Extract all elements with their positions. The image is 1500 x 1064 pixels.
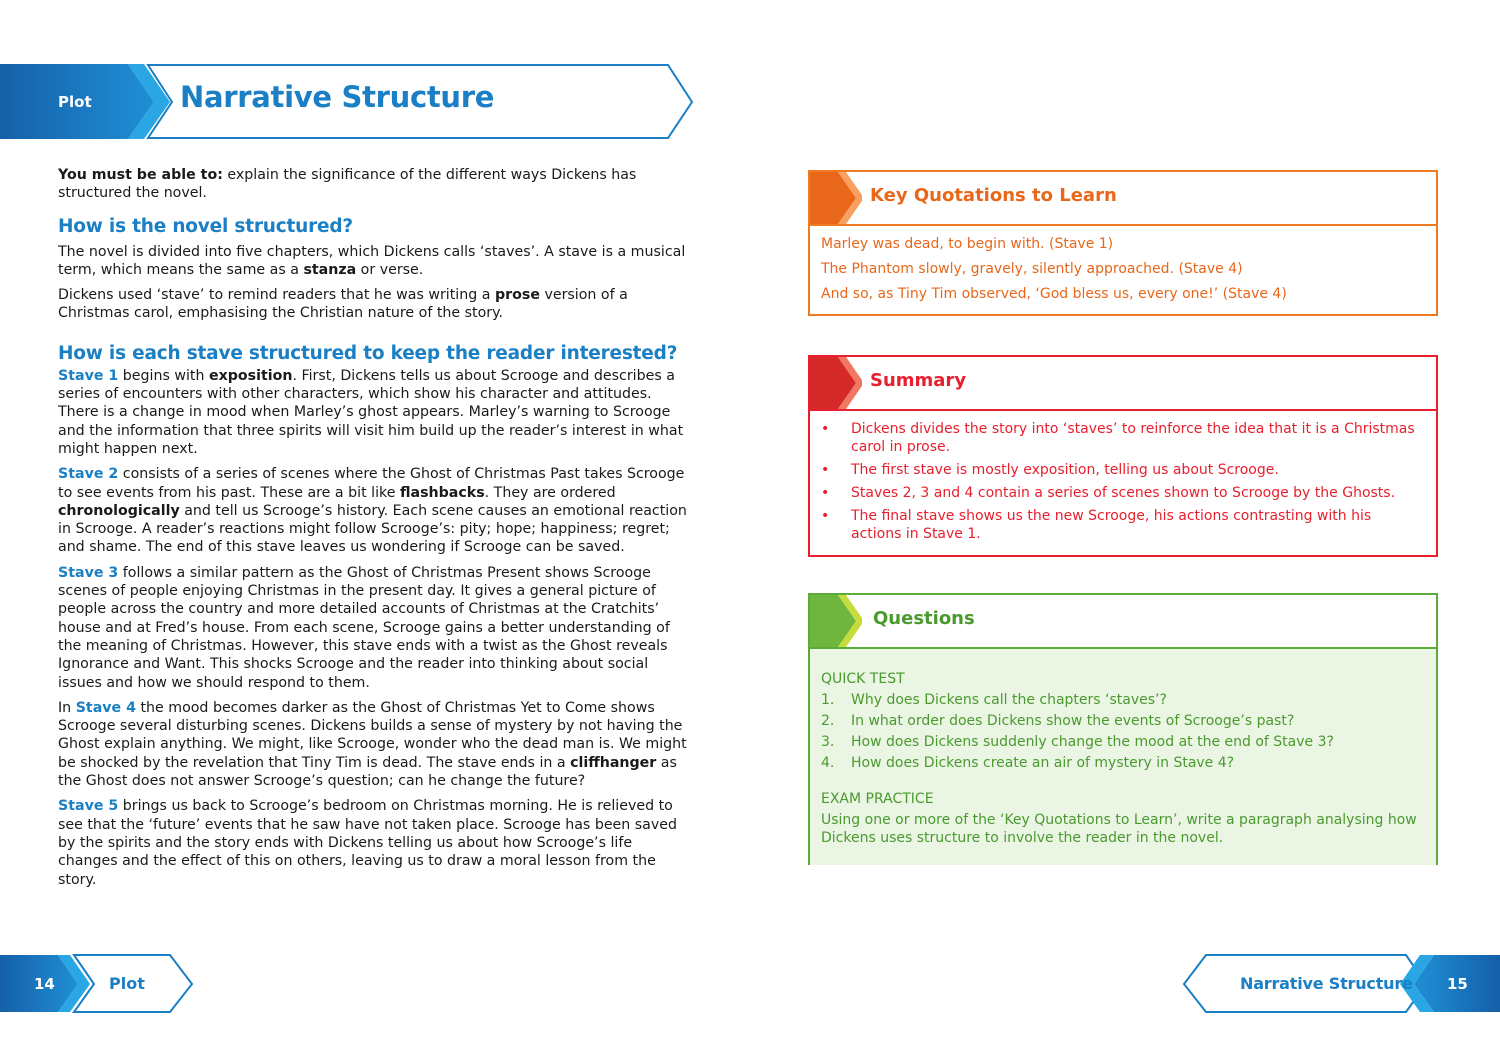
summary-body <box>810 411 1436 556</box>
bold-term: cliffhanger <box>570 754 657 771</box>
text-run: begins with <box>118 367 209 384</box>
paragraph-stave-5 <box>58 797 696 888</box>
section-heading-stave-structure: How is each stave structured to keep the reader interested? <box>58 342 678 364</box>
text-run: The novel is divided into five chapters, which Dickens calls ‘staves’. A stave is a musical term, which means the same as a <box>58 243 686 278</box>
spacer <box>821 775 1425 790</box>
stave-4-ref: Stave 4 <box>75 699 136 716</box>
question-text: Why does Dickens call the chapters ‘staves’? <box>851 692 1167 708</box>
paragraph-stave-2 <box>58 465 696 556</box>
questions-title: Questions <box>873 608 975 629</box>
text-run: and tell us Scrooge’s history. Each scene causes an emotional reaction in Scrooge. A reader’s reactions might follow Scrooge’s: pity; hope; happiness; regret; and shame. The end of this stave leaves us wondering if Scrooge can be saved. <box>58 502 687 556</box>
quick-test-label: QUICK TEST <box>821 671 905 687</box>
text-run: the mood becomes darker as the Ghost of Christmas Yet to Come shows Scrooge several disturbing scenes. Dickens builds a sense of mystery by not having the Ghost explain anything. We might, like Scrooge, wonder who the dead man is. We might be shocked by the revelation that Tiny Tim is dead. The stave ends in a <box>58 699 687 771</box>
questions-header <box>810 595 1436 649</box>
question-text: In what order does Dickens show the events of Scrooge’s past? <box>851 713 1295 729</box>
summary-header <box>810 357 1436 411</box>
stave-2-ref: Stave 2 <box>58 466 119 483</box>
quotation-item: And so, as Tiny Tim observed, ‘God bless us, every one!’ (Stave 4) <box>821 286 1287 302</box>
exam-practice-label: EXAM PRACTICE <box>821 791 934 807</box>
paragraph-stave-3 <box>58 564 696 692</box>
bold-term: flashbacks <box>399 484 485 501</box>
text-run: version of a Christmas carol, emphasising the Christian nature of the story. <box>58 287 628 322</box>
key-quotations-title: Key Quotations to Learn <box>870 185 1117 206</box>
header-section-label: Plot <box>58 93 92 111</box>
intro-paragraph <box>58 166 696 203</box>
bold-term: stanza <box>303 261 357 278</box>
stave-3-ref: Stave 3 <box>58 564 119 581</box>
footer-left-label: Plot <box>109 974 145 993</box>
paragraph-stave-1 <box>58 367 696 458</box>
question-number: 2. <box>821 713 835 729</box>
text-run: . First, Dickens tells us about Scrooge and describes a series of encounters with other characters, which show his character and attitudes. There is a change in mood when Marley’s ghost appears. Marley’s warning to Scrooge and the information that three spirits will visit him build up the reader’s interest in what might happen next. <box>58 367 684 457</box>
bold-term: chronologically <box>58 502 180 519</box>
question-text: How does Dickens suddenly change the mood at the end of Stave 3? <box>851 734 1334 750</box>
text-run: . They are ordered <box>484 484 616 501</box>
paragraph-staves <box>58 243 696 280</box>
text-run: consists of a series of scenes where the Ghost of Christmas Past takes Scrooge to see events from his past. These are a bit like <box>58 466 685 501</box>
intro-text: explain the significance of the different ways Dickens has structured the novel. <box>58 167 637 202</box>
summary-item: • The final stave shows us the new Scrooge, his actions contrasting with his actions in Stave 1. <box>821 507 1425 543</box>
question-number: 4. <box>821 755 835 771</box>
chevron-tab-icon <box>810 357 862 409</box>
main-text-column <box>58 166 696 896</box>
exam-practice-text: Using one or more of the ‘Key Quotations to Learn’, write a paragraph analysing how Dickens uses structure to involve the reader in the novel. <box>821 812 1417 846</box>
page-number-right: 15 <box>1447 975 1468 993</box>
stave-5-ref: Stave 5 <box>58 798 119 815</box>
text-run: or verse. <box>356 261 424 278</box>
summary-item: • The first stave is mostly exposition, telling us about Scrooge. <box>821 461 1425 479</box>
summary-item: • Dickens divides the story into ‘staves’ to reinforce the idea that it is a Christmas carol in prose. <box>821 420 1425 456</box>
chevron-tab-icon <box>810 172 862 224</box>
text-run: follows a similar pattern as the Ghost of Christmas Present shows Scrooge scenes of people enjoying Christmas in the present day. It gives a general picture of people across the country and more detailed accounts of Christmas at the Cratchits’ house and at Fred’s house. From each scene, Scrooge gains a better understanding of the meaning of Christmas. However, this stave ends with a twist as the Ghost reveals Ignorance and Want. This shocks Scrooge and the reader into thinking about social issues and how we should respond to them. <box>58 564 670 691</box>
quotation-item: Marley was dead, to begin with. (Stave 1) <box>821 236 1114 252</box>
page-title: Narrative Structure <box>180 80 495 114</box>
intro-lead: You must be able to: <box>58 167 223 183</box>
questions-body <box>810 649 1436 865</box>
summary-list <box>821 420 1425 543</box>
questions-box <box>808 593 1438 865</box>
key-quotations-header <box>810 172 1436 226</box>
footer-right-label: Narrative Structure <box>1240 974 1413 993</box>
paragraph-prose <box>58 286 696 323</box>
section-heading-structure: How is the novel structured? <box>58 215 353 237</box>
quick-test-question <box>821 754 1425 772</box>
paragraph-stave-4 <box>58 699 696 790</box>
text-run: Dickens used ‘stave’ to remind readers that he was writing a <box>58 287 495 304</box>
chevron-tab-icon <box>810 595 862 647</box>
bold-term: exposition <box>208 367 293 384</box>
quick-test-question <box>821 712 1425 730</box>
summary-item: • Staves 2, 3 and 4 contain a series of scenes shown to Scrooge by the Ghosts. <box>821 484 1425 502</box>
key-quotations-body <box>810 226 1436 318</box>
quotation-item: The Phantom slowly, gravely, silently approached. (Stave 4) <box>821 261 1243 277</box>
question-text: How does Dickens create an air of mystery in Stave 4? <box>851 755 1235 771</box>
quick-test-question <box>821 691 1425 709</box>
summary-title: Summary <box>870 370 967 391</box>
page-number-left: 14 <box>34 975 55 993</box>
stave-1-ref: Stave 1 <box>58 367 119 384</box>
question-number: 1. <box>821 692 835 708</box>
footer-left-tab <box>0 954 200 1014</box>
bold-term: prose <box>494 287 540 304</box>
text-run: brings us back to Scrooge’s bedroom on Christmas morning. He is relieved to see that the ‘future’ events that he saw have not taken place. Scrooge has been saved by the spirits and the story ends with Dickens telling us about how Scrooge’s life changes and the effect of this on others, leaving us to draw a moral lesson from the story. <box>58 798 678 888</box>
text-run: In <box>58 699 76 716</box>
key-quotations-box <box>808 170 1438 316</box>
text-run: as the Ghost does not answer Scrooge’s question; can he change the future? <box>58 754 677 790</box>
summary-box <box>808 355 1438 557</box>
quick-test-question <box>821 733 1425 751</box>
question-number: 3. <box>821 734 835 750</box>
